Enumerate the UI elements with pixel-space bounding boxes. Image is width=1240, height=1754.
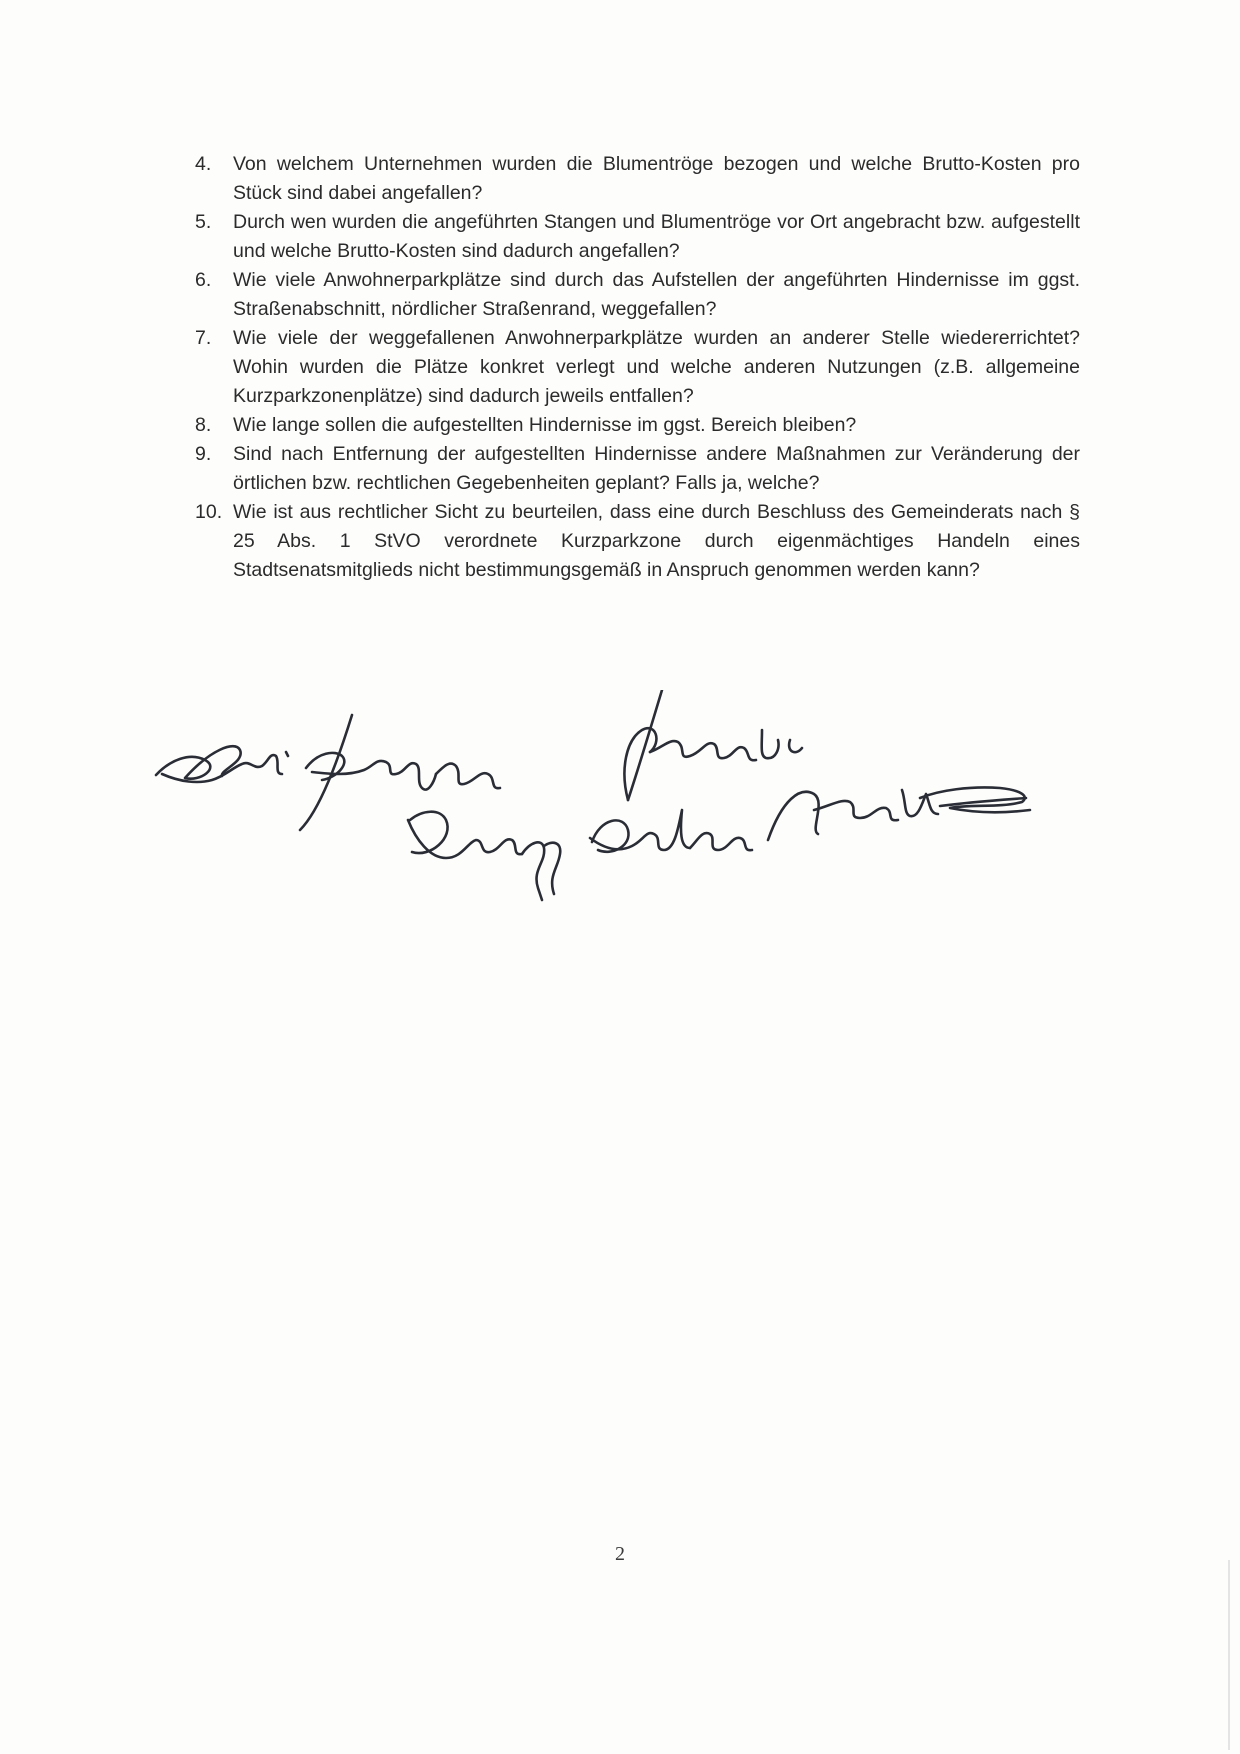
list-item [195,266,1080,324]
question-number: 10. [195,501,223,523]
signature-4 [408,810,752,900]
scan-edge-divider [1228,1560,1230,1750]
list-item [195,324,1080,411]
question-text: Sind nach Entfernung der aufgestellten Hindernisse andere Maßnahmen zur Veränderung der örtlichen bzw. rechtlichen Gegebenheiten geplant? Falls ja, welche? [233,443,1080,494]
question-text: Wie ist aus rechtlicher Sicht zu beurteilen, dass eine durch Beschluss des Gemeinderats nach § 25 Abs. 1 StVO verordnete Kurzparkzone durch eigenmächtiges Handeln eines Stadtsenatsmitglieds nicht bestimmungsgemäß in Anspruch genommen werden kann? [233,501,1080,581]
page-number: 2 [615,1543,625,1565]
question-text: Von welchem Unternehmen wurden die Blumentröge bezogen und welche Brutto-Kosten pro Stück sind dabei angefallen? [233,153,1080,204]
question-number: 9. [195,443,212,465]
question-number: 8. [195,414,212,436]
handwritten-signature-icon [150,690,1140,990]
question-text: Wie viele der weggefallenen Anwohnerparkplätze wurden an anderer Stelle wiedererrichtet? Wohin wurden die Plätze konkret verlegt und welche anderen Nutzungen (z.B. allgemeine Kurzparkzonenplätze) sind dadurch jeweils entfallen? [233,327,1080,407]
signature-2 [300,715,500,830]
question-list [195,150,1080,585]
question-number: 5. [195,211,212,233]
list-item [195,208,1080,266]
signature-1 [156,746,288,782]
question-number: 7. [195,327,212,349]
question-text: Durch wen wurden die angeführten Stangen und Blumentröge vor Ort angebracht bzw. aufgestellt und welche Brutto-Kosten sind dadurch angefallen? [233,211,1080,262]
question-number: 4. [195,153,212,175]
signature-block [150,690,1140,990]
signature-3 [624,690,802,800]
list-item [195,498,1080,585]
signature-5 [768,787,1030,840]
list-item [195,150,1080,208]
question-number: 6. [195,269,212,291]
question-text: Wie viele Anwohnerparkplätze sind durch das Aufstellen der angeführten Hindernisse im ggst. Straßenabschnitt, nördlicher Straßenrand, weggefallen? [233,269,1080,320]
list-item [195,411,1080,440]
question-text: Wie lange sollen die aufgestellten Hindernisse im ggst. Bereich bleiben? [233,414,857,436]
list-item [195,440,1080,498]
